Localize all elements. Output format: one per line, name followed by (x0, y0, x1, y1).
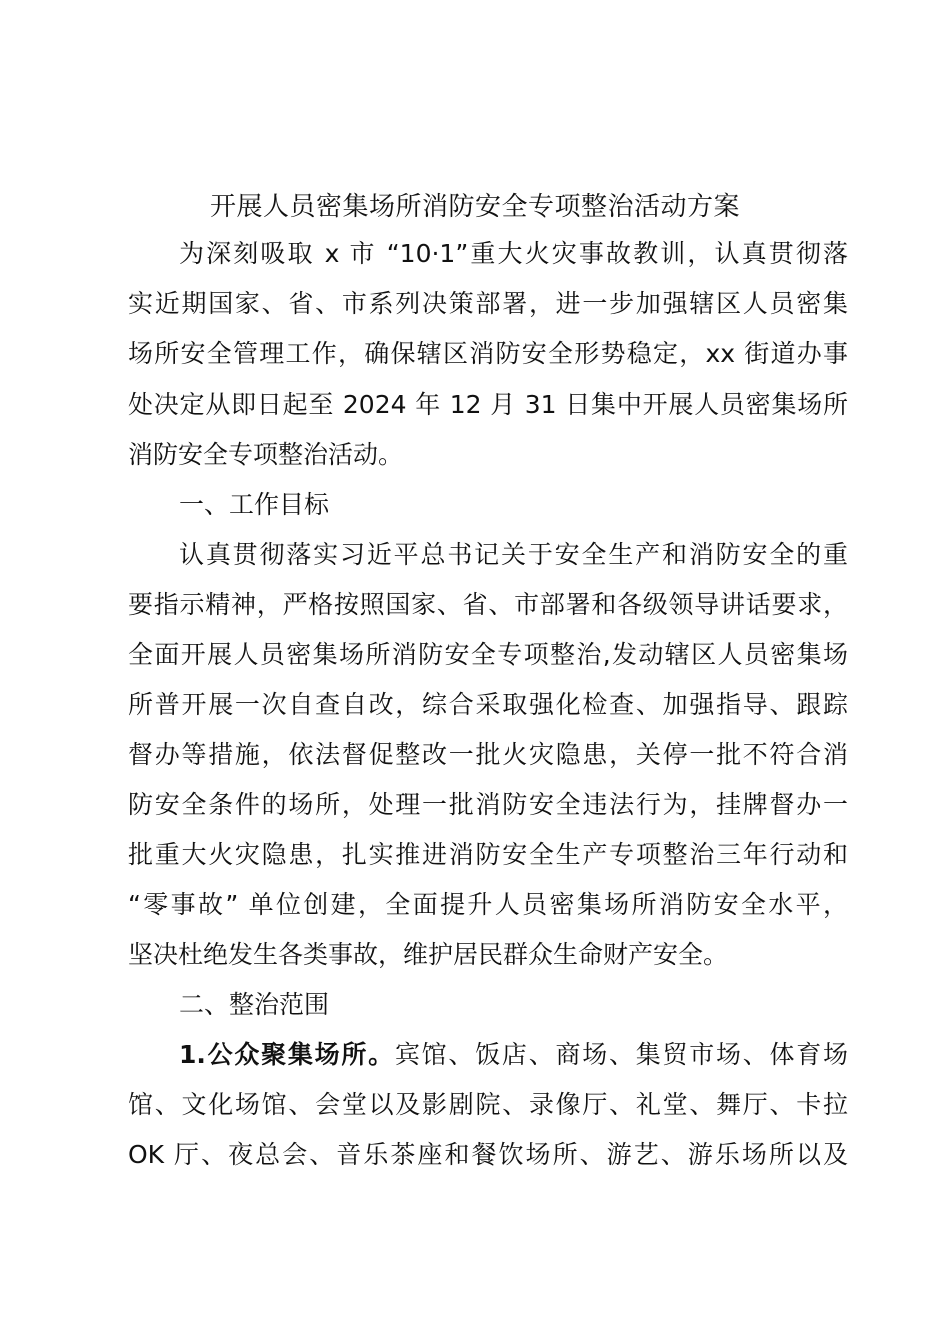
item1-line: OK 厅、夜总会、音乐茶座和餐饮场所、游艺、游乐场所以及 (128, 1140, 848, 1169)
section-heading: 二、整治范围 (179, 990, 330, 1019)
section1-line: 坚决杜绝发生各类事故，维护居民群众生命财产安全。 (128, 940, 729, 969)
intro-line: 场所安全管理工作，确保辖区消防安全形势稳定，xx 街道办事 (128, 339, 848, 368)
intro-line: 处决定从即日起至 2024 年 12 月 31 日集中开展人员密集场所 (128, 390, 848, 419)
section1-line: “零事故” 单位创建，全面提升人员密集场所消防安全水平， (128, 890, 848, 919)
section1-line: 全面开展人员密集场所消防安全专项整治,发动辖区人员密集场 (128, 640, 848, 669)
item1-first-line (179, 1030, 848, 1080)
document-title: 开展人员密集场所消防安全专项整治活动方案 (209, 192, 740, 222)
item1-text: 宾馆、饭店、商场、集贸市场、体育场 (394, 1040, 848, 1069)
section1-line: 所普开展一次自查自改，综合采取强化检查、加强指导、跟踪 (128, 690, 848, 719)
section1-line: 要指示精神，严格按照国家、省、市部署和各级领导讲话要求， (128, 590, 848, 619)
intro-line: 消防安全专项整治活动。 (128, 440, 404, 469)
section-heading: 一、工作目标 (179, 490, 330, 519)
section1-line: 督办等措施，依法督促整改一批火灾隐患，关停一批不符合消 (128, 740, 848, 769)
item1-line: 馆、文化场馆、会堂以及影剧院、录像厅、礼堂、舞厅、卡拉 (128, 1090, 848, 1119)
section1-line: 防安全条件的场所，处理一批消防安全违法行为，挂牌督办一 (128, 790, 848, 819)
section1-line: 认真贯彻落实习近平总书记关于安全生产和消防安全的重 (179, 540, 848, 569)
section1-line: 批重大火灾隐患，扎实推进消防安全生产专项整治三年行动和 (128, 840, 848, 869)
intro-line: 实近期国家、省、市系列决策部署，进一步加强辖区人员密集 (128, 289, 848, 318)
intro-line: 为深刻吸取 x 市 “10·1”重大火灾事故教训，认真贯彻落 (179, 239, 848, 268)
item1-label: 1.公众聚集场所。 (179, 1040, 395, 1069)
